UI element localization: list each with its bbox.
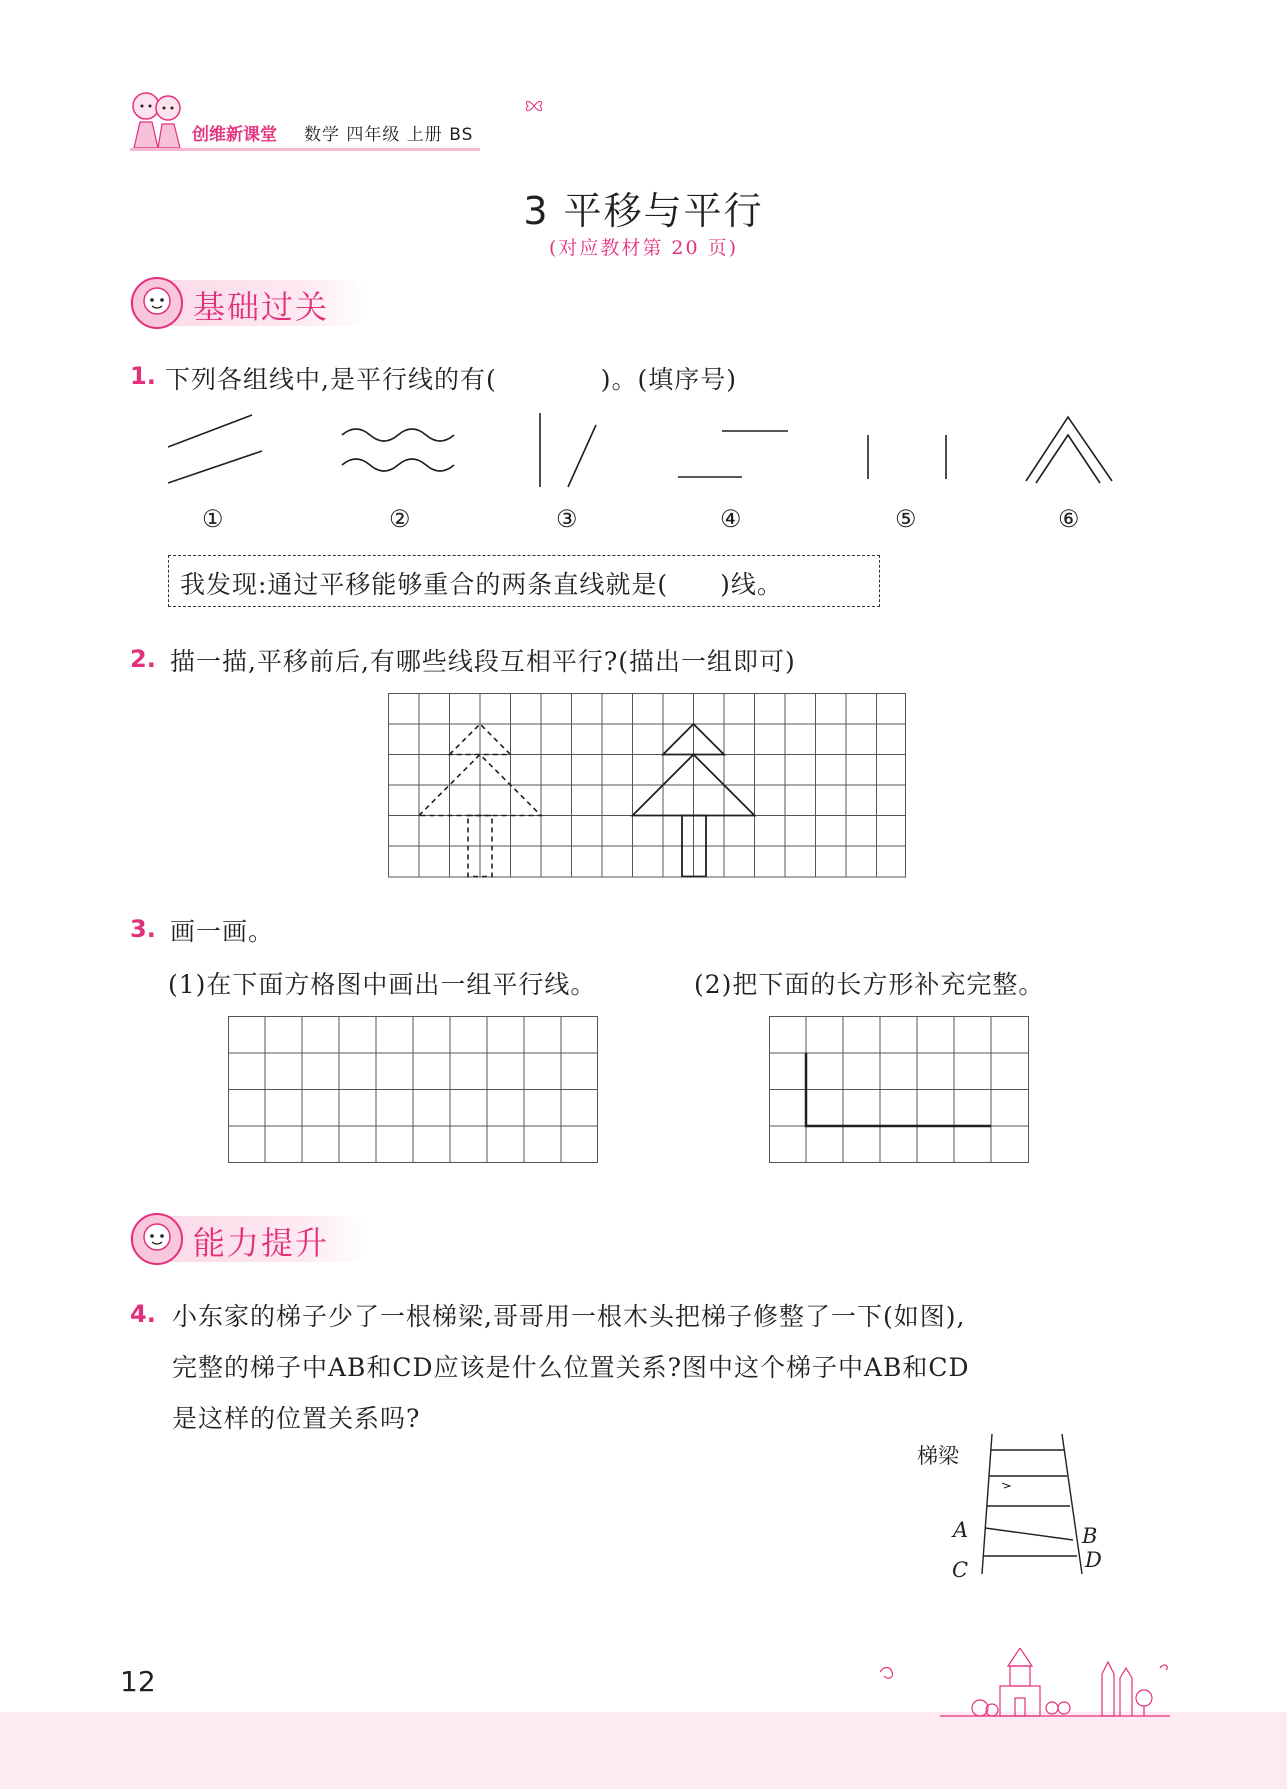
fig3-line-b — [568, 425, 596, 487]
question-1-number: 1. — [130, 362, 156, 390]
fig2-wave-a — [342, 429, 454, 441]
question-3-grid-2[interactable] — [769, 1016, 1030, 1164]
page-number: 12 — [120, 1665, 156, 1698]
question-4-line-3: 是这样的位置关系吗? — [172, 1404, 421, 1433]
castle-decoration-icon — [880, 1648, 1170, 1718]
header-brand: 创维新课堂 — [192, 125, 277, 145]
point-a-label: A — [953, 1518, 969, 1542]
section-title-basic: 基础过关 — [193, 288, 330, 326]
figure-label-4: ④ — [720, 505, 742, 533]
textbook-reference: (对应教材第 20 页) — [548, 237, 739, 259]
fig1-line-a — [168, 415, 252, 447]
fig6-angle-outer — [1026, 417, 1112, 481]
question-4-line-2: 完整的梯子中AB和CD应该是什么位置关系?图中这个梯子中AB和CD — [172, 1353, 970, 1382]
footer-band — [0, 1712, 1287, 1789]
question-3-grid-1[interactable] — [228, 1016, 600, 1164]
point-d-label: D — [1085, 1548, 1102, 1572]
question-4-number: 4. — [130, 1300, 156, 1328]
question-2-grid[interactable] — [388, 693, 908, 879]
point-b-label: B — [1082, 1524, 1098, 1548]
section-title-advanced: 能力提升 — [193, 1224, 330, 1262]
question-3-part-1: (1)在下面方格图中画出一组平行线。 — [168, 970, 597, 999]
figure-label-5: ⑤ — [895, 505, 917, 533]
finding-text: 我发现:通过平移能够重合的两条直线就是( )线。 — [180, 570, 783, 599]
question-2-number: 2. — [130, 645, 156, 673]
question-3-text: 画一画。 — [170, 917, 275, 946]
section-mascot-icon — [130, 276, 184, 330]
figure-label-1: ① — [202, 505, 224, 533]
question-1-figures — [150, 405, 1130, 495]
question-1-text: 下列各组线中,是平行线的有( )。(填序号) — [165, 365, 737, 394]
question-4-line-1: 小东家的梯子少了一根梯梁,哥哥用一根木头把梯子修整了一下(如图), — [172, 1302, 966, 1331]
page-title: 3 平移与平行 — [523, 189, 764, 233]
ladder-label: 梯梁 — [917, 1444, 959, 1468]
header-divider — [130, 148, 480, 151]
figure-label-2: ② — [389, 505, 411, 533]
question-3-part-2: (2)把下面的长方形补充完整。 — [694, 970, 1045, 999]
butterfly-icon — [524, 98, 544, 114]
fig6-angle-inner — [1036, 435, 1100, 483]
section-mascot-icon-2 — [130, 1212, 184, 1266]
question-3-number: 3. — [130, 915, 156, 943]
figure-label-3: ③ — [556, 505, 578, 533]
fig1-line-b — [168, 451, 262, 483]
header-mascot-icon — [126, 86, 188, 152]
fig2-wave-b — [342, 459, 454, 471]
question-2-text: 描一描,平移前后,有哪些线段互相平行?(描出一组即可) — [170, 647, 796, 676]
figure-label-6: ⑥ — [1058, 505, 1080, 533]
point-c-label: C — [952, 1558, 969, 1582]
header-subject-grade: 数学 四年级 上册 BS — [304, 125, 474, 145]
